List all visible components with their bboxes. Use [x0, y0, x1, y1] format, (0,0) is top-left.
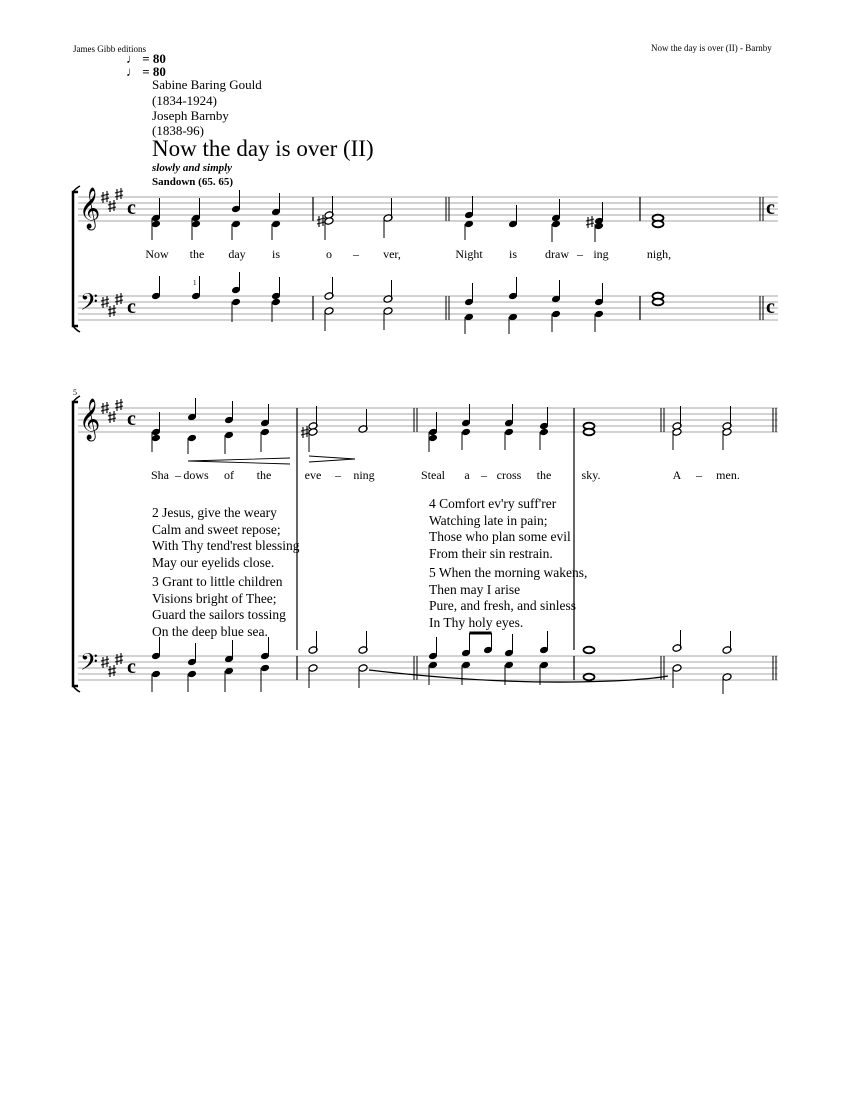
composer-dates: (1838-96)	[152, 123, 204, 138]
verse-2: 2 Jesus, give the weary Calm and sweet repose; With Thy tend'rest blessing May our eyelids close.	[152, 505, 300, 570]
bass-clef-icon: 𝄢	[80, 648, 99, 681]
svg-text:c: c	[127, 296, 136, 318]
lyric-syllable: is	[508, 247, 518, 261]
lyric-syllable: eve	[304, 468, 322, 482]
lyric-syllable: draw	[545, 247, 569, 261]
lyricist-dates: (1834-1924)	[152, 93, 217, 108]
lyric-hyphen: –	[696, 468, 702, 482]
lyric-syllable: the	[189, 247, 205, 261]
lyric-syllable: the	[536, 468, 552, 482]
crescendo-hairpin	[188, 458, 290, 464]
lyric-syllable: the	[256, 468, 272, 482]
composer-name: Joseph Barnby	[152, 108, 229, 123]
lyric-syllable: A	[672, 468, 682, 482]
tune-name: Sandown (65. 65)	[152, 176, 233, 188]
treble-clef-icon: 𝄞	[79, 399, 101, 440]
lyric-syllable: sky.	[581, 468, 601, 482]
fingering-mark: 1	[193, 279, 197, 287]
verse-3: 3 Grant to little children Visions bright of Thee; Guard the sailors tossing On the deep blue sea.	[152, 574, 286, 639]
treble-clef-icon: 𝄞	[79, 188, 101, 229]
tempo-marking-2: ♩ = 80	[126, 64, 166, 79]
lyric-syllable: men.	[716, 468, 740, 482]
bar-number: 5	[73, 388, 77, 397]
lyric-syllable: Steal	[421, 468, 445, 482]
svg-text:c: c	[127, 197, 136, 219]
lyric-syllable: ing	[593, 247, 609, 261]
lyric-syllable: o	[326, 247, 332, 261]
lyric-hyphen: –	[175, 468, 181, 482]
lyric-hyphen: –	[481, 468, 487, 482]
quarter-note-icon: ♩	[126, 51, 139, 66]
lyric-syllable: ver,	[383, 247, 401, 261]
lyric-syllable: day	[228, 247, 246, 261]
lyric-hyphen: –	[335, 468, 341, 482]
lyric-hyphen: –	[577, 247, 583, 261]
running-title: Now the day is over (II) - Barnby	[651, 43, 772, 53]
publisher-label: James Gibb editions	[73, 44, 146, 54]
bass-clef-icon: 𝄢	[80, 288, 99, 321]
decrescendo-hairpin	[309, 456, 355, 462]
lyric-syllable: a	[464, 468, 470, 482]
lyric-syllable: nigh,	[646, 247, 672, 261]
system-1	[73, 186, 778, 334]
lyric-syllable: of	[224, 468, 234, 482]
svg-text:c: c	[127, 656, 136, 678]
lyric-hyphen: –	[353, 247, 359, 261]
svg-text:c: c	[766, 197, 775, 219]
lyric-syllable: dows	[183, 468, 209, 482]
lyric-syllable: cross	[496, 468, 522, 482]
expression-marking: slowly and simply	[152, 162, 233, 174]
page-title: Now the day is over (II)	[152, 136, 374, 161]
lyric-syllable: Sha	[151, 468, 169, 482]
tempo-marking-1: ♩ = 80	[126, 51, 166, 66]
lyric-syllable: Night	[455, 247, 483, 261]
svg-text:c: c	[127, 408, 136, 430]
lyric-syllable: is	[271, 247, 281, 261]
lyric-syllable: ning	[353, 468, 375, 482]
quarter-note-icon: ♩	[126, 64, 139, 79]
verse-5: 5 When the morning wakens, Then may I arise Pure, and fresh, and sinless In Thy holy eyes.	[429, 565, 588, 630]
lyric-syllable: Now	[145, 247, 169, 261]
svg-text:c: c	[766, 296, 775, 318]
verse-4: 4 Comfort ev'ry suff'rer Watching late in pain; Those who plan some evil From their sin restrain.	[429, 496, 571, 561]
lyricist-name: Sabine Baring Gould	[152, 77, 262, 92]
